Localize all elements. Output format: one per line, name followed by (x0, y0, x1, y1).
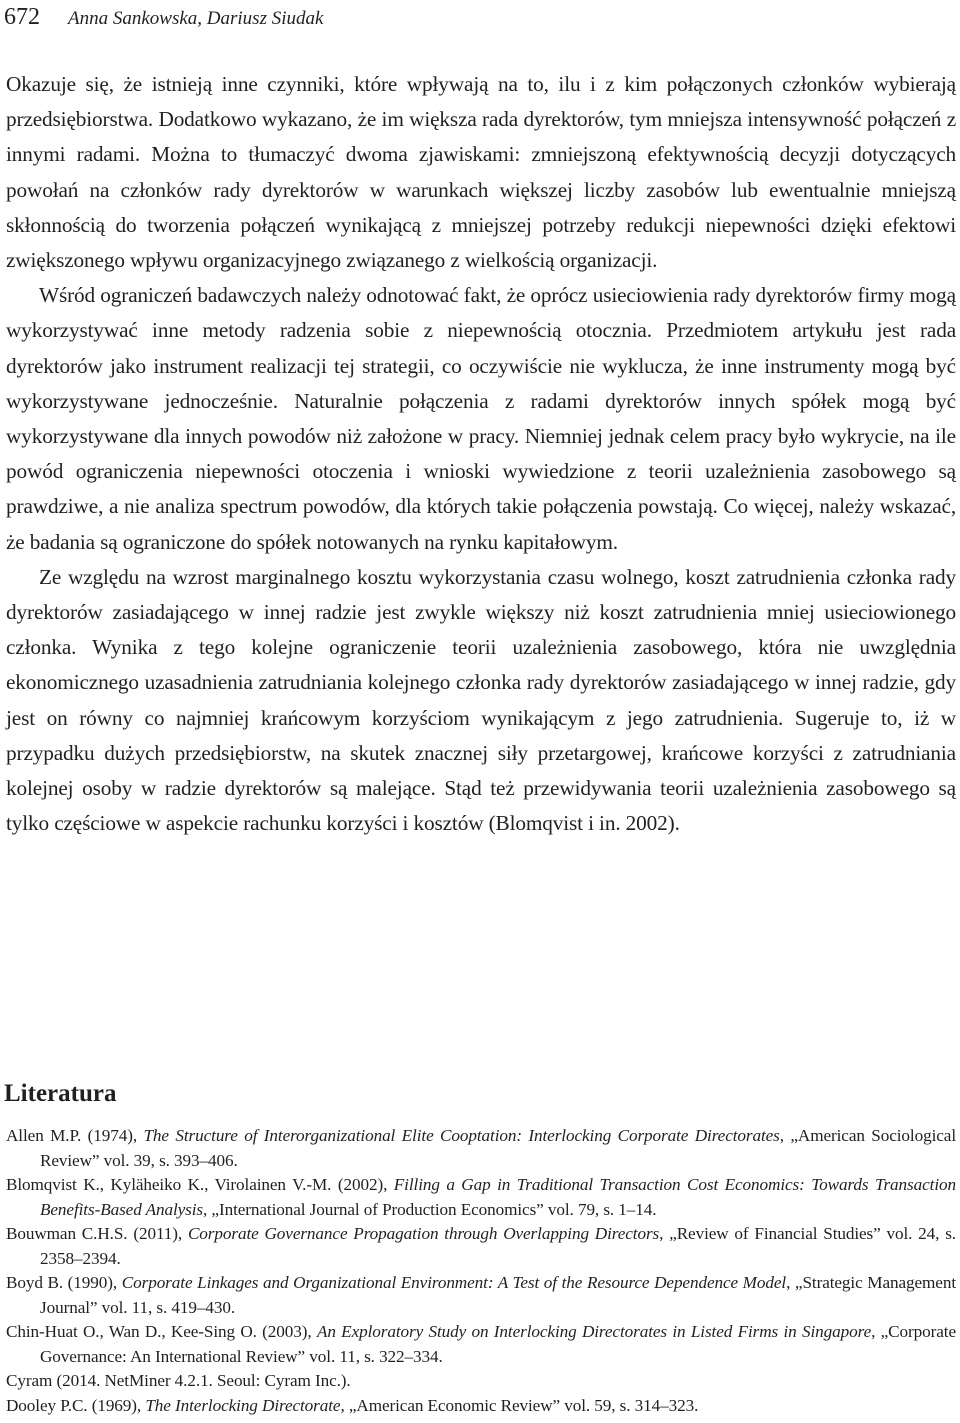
reference-item (6, 1271, 956, 1320)
reference-source: , „International Journal of Production Economics” vol. 79, s. 1–14. (203, 1199, 657, 1219)
reference-item (6, 1173, 956, 1222)
paragraph-1: Okazuje się, że istnieją inne czynniki, które wpływają na to, ilu i z kim połączonych członków wybierają przedsiębiorstwa. Dodatkowo wykazano, że im większa rada dyrektorów, tym mniejsza intensywność połączeń z innymi radami. Można to tłumaczyć dwoma zjawiskami: zmniejszoną efektywnością decyzji dotyczących powołań na członków rady dyrektorów w warunkach większej liczby zasobów lub ewentualnie mniejszą skłonnością do tworzenia połączeń wynikającą z mniejszej potrzeby redukcji niepewności dzięki efektowi zwiększonego wpływu organizacyjnego związanego z wielkością organizacji. (6, 72, 956, 273)
reference-title: The Interlocking Directorate (145, 1395, 341, 1415)
reference-source: , „American Economic Review” vol. 59, s. 314–323. (340, 1395, 699, 1415)
reference-authors: Chin-Huat O., Wan D., Kee-Sing O. (2003), (6, 1322, 317, 1341)
running-head: Anna Sankowska, Dariusz Siudak (68, 8, 324, 29)
reference-title: An Exploratory Study on Interlocking Directorates in Listed Firms in Singapore (316, 1322, 872, 1341)
reference-title: Corporate Governance Propagation through Overlapping Directors (187, 1224, 660, 1243)
reference-source: , „Review of Financial Studies” vol. 24, s. 2358–2394. (40, 1224, 956, 1268)
reference-item (6, 1394, 956, 1419)
reference-title: Corporate Linkages and Organizational Environment: A Test of the Resource Dependence Model (121, 1273, 787, 1292)
reference-source: , „American Sociological Review” vol. 39, s. 393–406. (40, 1126, 956, 1170)
reference-item (6, 1320, 956, 1369)
reference-authors: Cyram (2014. NetMiner 4.2.1. Seoul: Cyram Inc.). (6, 1371, 351, 1390)
section-title-literatura: Literatura (4, 1080, 117, 1107)
body-text (6, 67, 956, 841)
reference-item (6, 1124, 956, 1173)
paragraph-2: Wśród ograniczeń badawczych należy odnotować fakt, że oprócz usieciowienia rady dyrektorów firmy mogą wykorzystywać inne metody radzenia sobie z niepewnością otocznia. Przedmiotem artykułu jest rada dyrektorów jako instrument realizacji tej strategii, co oczywiście nie wyklucza, że inne instrumenty mogą być wykorzystywane jednocześnie. Naturalnie połączenia z radami dyrektorów innych spółek mogą być wykorzystywane dla innych powodów niż założone w pracy. Niemniej jednak celem pracy było wykrycie, na ile powód ograniczenia niepewności otoczenia i wnioski wywiedzione z teorii uzależnienia zasobowego są prawdziwe, a nie analiza spectrum powodów, dla których takie połączenia powstają. Co więcej, należy wskazać, że badania są ograniczone do spółek notowanych na rynku kapitałowym. (6, 283, 956, 554)
reference-source: , „Strategic Management Journal” vol. 11, s. 419–430. (40, 1273, 956, 1317)
reference-item (6, 1369, 956, 1394)
reference-authors: Bouwman C.H.S. (2011), (6, 1224, 188, 1243)
reference-authors: Dooley P.C. (1969), (6, 1395, 146, 1415)
page-number: 672 (4, 4, 40, 30)
reference-source: , „Corporate Governance: An International Review” vol. 11, s. 322–334. (40, 1322, 956, 1366)
reference-title: The Structure of Interorganizational Elite Cooptation: Interlocking Corporate Directorates (143, 1126, 780, 1145)
reference-authors: Boyd B. (1990), (6, 1273, 122, 1292)
reference-list (6, 1124, 956, 1418)
reference-title: Filling a Gap in Traditional Transaction Cost Economics: Towards Transaction Benefits-Based Analysis (40, 1175, 956, 1219)
reference-authors: Blomqvist K., Kyläheiko K., Virolainen V.-M. (2002), (6, 1175, 394, 1194)
reference-item (6, 1222, 956, 1271)
page-header (4, 2, 323, 32)
paragraph-3: Ze względu na wzrost marginalnego kosztu wykorzystania czasu wolnego, koszt zatrudnienia członka rady dyrektorów zasiadającego w innej radzie jest zwykle większy niż koszt zatrudnienia mniej usieciowionego członka. Wynika z tego kolejne ograniczenie teorii uzależnienia zasobowego, która nie uwzględnia ekonomicznego uzasadnienia zatrudniania kolejnego członka rady dyrektorów zasiadającego w innej radzie, gdy jest on równy co najmniej krańcowym korzyściom wynikającym z jego zatrudnienia. Sugeruje to, iż w przypadku dużych przedsiębiorstw, na skutek znacznej siły przetargowej, krańcowe korzyści z zatrudniania kolejnej osoby w radzie dyrektorów są malejące. Stąd też przewidywania teorii uzależnienia zasobowego są tylko częściowe w aspekcie rachunku korzyści i kosztów (Blomqvist i in. 2002). (6, 564, 956, 836)
reference-authors: Allen M.P. (1974), (6, 1126, 144, 1145)
